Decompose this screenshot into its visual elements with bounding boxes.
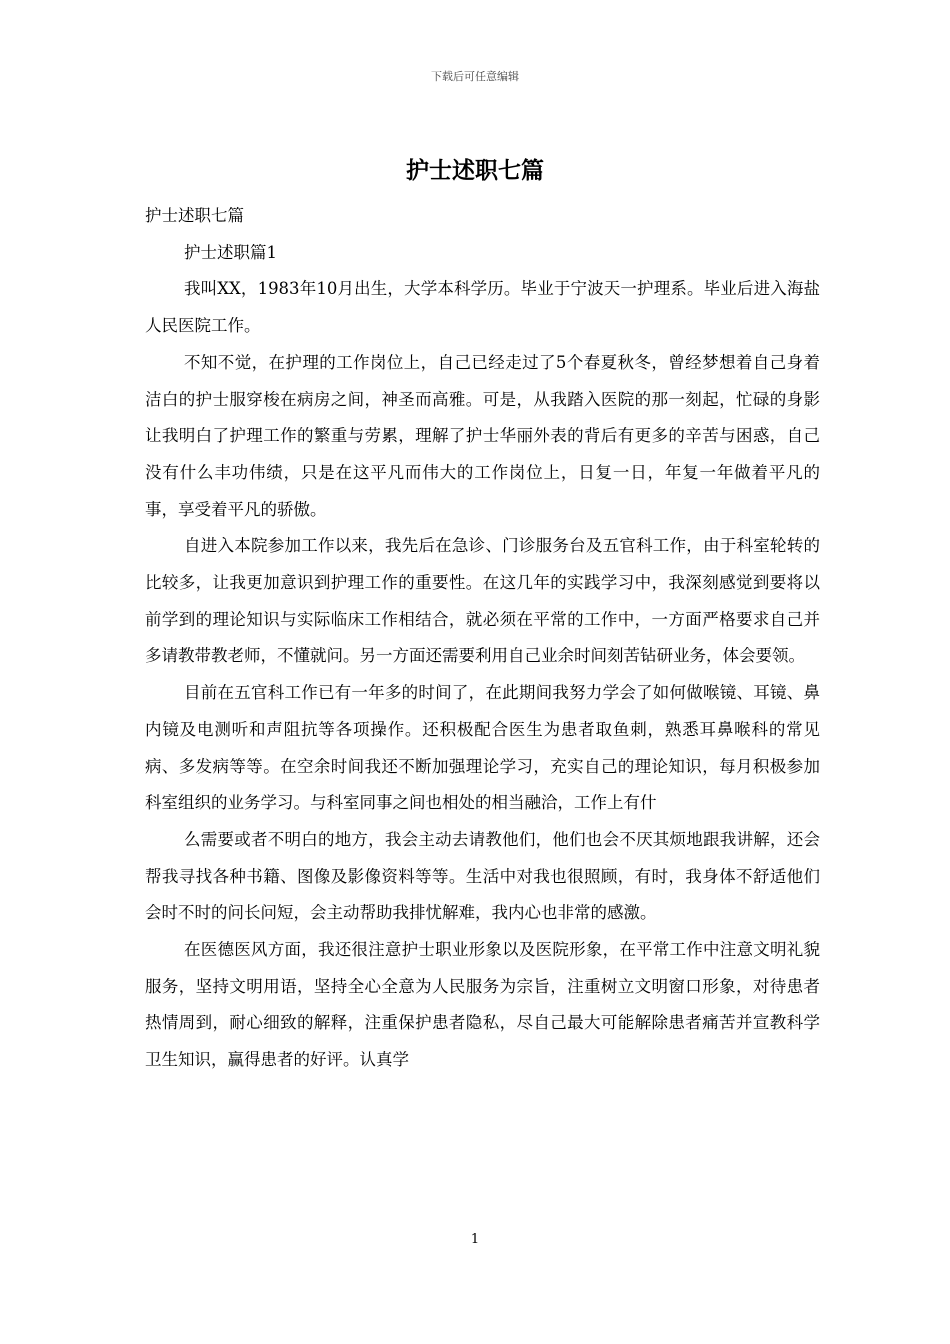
paragraph-7: 在医德医风方面，我还很注意护士职业形象以及医院形象，在平常工作中注意文明礼貌服务，坚持文明用语，坚持全心全意为人民服务为宗旨，注重树立文明窗口形象，对待患者热情周到，耐心细致的解释，注重保护患者隐私，尽自己最大可能解除患者痛苦并宣教科学卫生知识，赢得患者的好评。认真学 xyxy=(145,940,820,1070)
document-body xyxy=(145,198,820,1079)
paragraph-3: 不知不觉，在护理的工作岗位上，自己已经走过了5个春夏秋冬，曾经梦想着自己身着洁白的护士服穿梭在病房之间，神圣而高雅。可是，从我踏入医院的那一刻起，忙碌的身影让我明白了护理工作的繁重与劳累，理解了护士华丽外表的背后有更多的辛苦与困惑，自己没有什么丰功伟绩，只是在这平凡而伟大的工作岗位上，日复一日，年复一年做着平凡的事，享受着平凡的骄傲。 xyxy=(145,352,820,519)
header-note: 下载后可任意编辑 xyxy=(431,70,519,83)
paragraph-0: 护士述职七篇 xyxy=(145,206,244,225)
page-number: 1 xyxy=(470,1232,480,1247)
paragraph-4: 自进入本院参加工作以来，我先后在急诊、门诊服务台及五官科工作，由于科室轮转的比较多，让我更加意识到护理工作的重要性。在这几年的实践学习中，我深刻感觉到要将以前学到的理论知识与实际临床工作相结合，就必须在平常的工作中，一方面严格要求自己并多请教带教老师，不懂就问。另一方面还需要利用自己业余时间刻苦钻研业务，体会要领。 xyxy=(145,536,820,666)
document-title: 护士述职七篇 xyxy=(406,157,544,184)
paragraph-6: 么需要或者不明白的地方，我会主动去请教他们，他们也会不厌其烦地跟我讲解，还会帮我寻找各种书籍、图像及影像资料等等。生活中对我也很照顾，有时，我身体不舒适他们会时不时的问长问短，会主动帮助我排忧解难，我内心也非常的感激。 xyxy=(145,829,820,923)
paragraph-2: 我叫XX，1983年10月出生，大学本科学历。毕业于宁波天一护理系。毕业后进入海盐人民医院工作。 xyxy=(145,279,820,336)
paragraph-1: 护士述职篇1 xyxy=(184,242,277,262)
paragraph-5: 目前在五官科工作已有一年多的时间了，在此期间我努力学会了如何做喉镜、耳镜、鼻内镜及电测听和声阻抗等各项操作。还积极配合医生为患者取鱼刺，熟悉耳鼻喉科的常见病、多发病等等。在空余时间我还不断加强理论学习，充实自己的理论知识，每月积极参加科室组织的业务学习。与科室同事之间也相处的相当融洽，工作上有什 xyxy=(145,683,820,813)
